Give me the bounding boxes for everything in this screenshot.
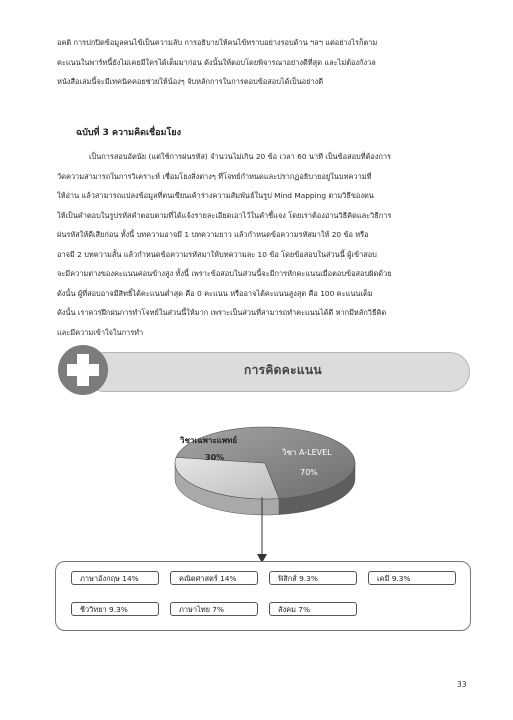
slice-label-alevel: วิชา A-LEVEL: [282, 448, 332, 457]
legend-physics: ฟิสิกส์ 9.3%: [269, 571, 357, 585]
subject-breakdown-box: [55, 561, 471, 631]
body-line: วัดความสามารถในการวิเคราะห์ เชื่อมโยงสิ่งต่างๆ ที่โจทย์กำหนดและปรากฏอธิบายอยู่ในบทความที่: [57, 171, 372, 181]
body-line: ให้เป็นคำตอบในรูปรหัสคำตอบตามที่ได้แจ้งรายละเอียดเอาไว้ในคำชี้แจง โดยเราต้องอ่านวิธีคิดและวิธีการ: [57, 210, 392, 220]
body-line: ฝนรหัสให้ดีเสียก่อน ทั้งนี้ บทความอาจมี 1 บทความยาว แล้วกำหนดข้อความรหัสมาให้ 20 ข้อ หรือ: [57, 230, 369, 239]
score-pie-chart: [160, 405, 370, 565]
legend-chemistry: เคมี 9.3%: [368, 571, 456, 585]
intro-line: คะแนนในพาร์ทนี้ยังไม่เคยมีใครได้เต็มมาก่อน ดังนั้นให้ตอบโดยพิจารณาอย่างดีที่สุด และไม่ต้องกังวล: [57, 57, 376, 67]
body-line: จะมีความต่างของคะแนนค่อนข้างสูง ทั้งนี้ เพราะข้อสอบในส่วนนี้จะมีการหักคะแนนเมื่อตอบข้อสอบผิดด้วย: [57, 269, 392, 278]
legend-math: คณิตศาสตร์ 14%: [170, 571, 258, 585]
slice-value-alevel: 70%: [300, 468, 318, 477]
page-number: 33: [457, 680, 467, 689]
body-paragraph: [57, 147, 477, 342]
legend-english: ภาษาอังกฤษ 14%: [71, 571, 159, 585]
slice-label-medical: วิชาเฉพาะแพทย์: [180, 436, 238, 445]
plus-icon: [58, 345, 108, 395]
legend-social: สังคม 7%: [269, 602, 357, 616]
banner-title: การคิดคะแนน: [244, 363, 322, 377]
body-line: เป็นการสอบอัตนัย (แต่ใช้การฝนรหัส) จำนวนไม่เกิน 20 ข้อ เวลา 60 นาที เป็นข้อสอบที่ต้องการ: [89, 152, 392, 161]
body-line: และมีความเข้าใจในการทำ: [57, 327, 144, 337]
intro-line: อคติ การปกปิดข้อมูลคนไข้เป็นความลับ การอธิบายให้คนไข้ทราบอย่างรอบด้าน ฯลฯ แต่อย่างไรก็ตาม: [57, 38, 378, 47]
body-line: อาจมี 2 บทความสั้น แล้วกำหนดข้อความรหัสมาให้บทความละ 10 ข้อ โดยข้อสอบในส่วนนี้ ผู้เข้าสอบ: [57, 249, 377, 259]
intro-paragraph: [57, 33, 477, 92]
body-line: ดังนั้น เราควรฝึกฝนการทำโจทย์ในส่วนนี้ให้มาก เพราะเป็นส่วนที่สามารถทำคะแนนได้ดี หากมีหลักวิธีคิด: [57, 308, 387, 317]
intro-line: หนังสือเล่มนี้จะมีเทคนิคคอยช่วยให้น้องๆ จับหลักการในการตอบข้อสอบได้เป็นอย่างดี: [57, 77, 324, 86]
legend-biology: ชีววิทยา 9.3%: [71, 602, 159, 616]
scoring-banner: [58, 345, 468, 397]
legend-thai: ภาษาไทย 7%: [170, 602, 258, 616]
body-line: ดังนั้น ผู้ที่สอบอาจมีสิทธิ์ได้คะแนนต่ำสุด คือ 0 คะแนน หรืออาจได้คะแนนสูงสุด คือ 100 คะแนนเต็ม: [57, 288, 373, 298]
body-line: ให้อ่าน แล้วสามารถแปลงข้อมูลที่ตนเขียนเค้าร่างความสัมพันธ์ในรูป Mind Mapping ตามวิธีของตน: [57, 191, 374, 200]
section-heading: ฉบับที่ 3 ความคิดเชื่อมโยง: [76, 128, 181, 138]
slice-value-medical: 30%: [205, 453, 225, 462]
